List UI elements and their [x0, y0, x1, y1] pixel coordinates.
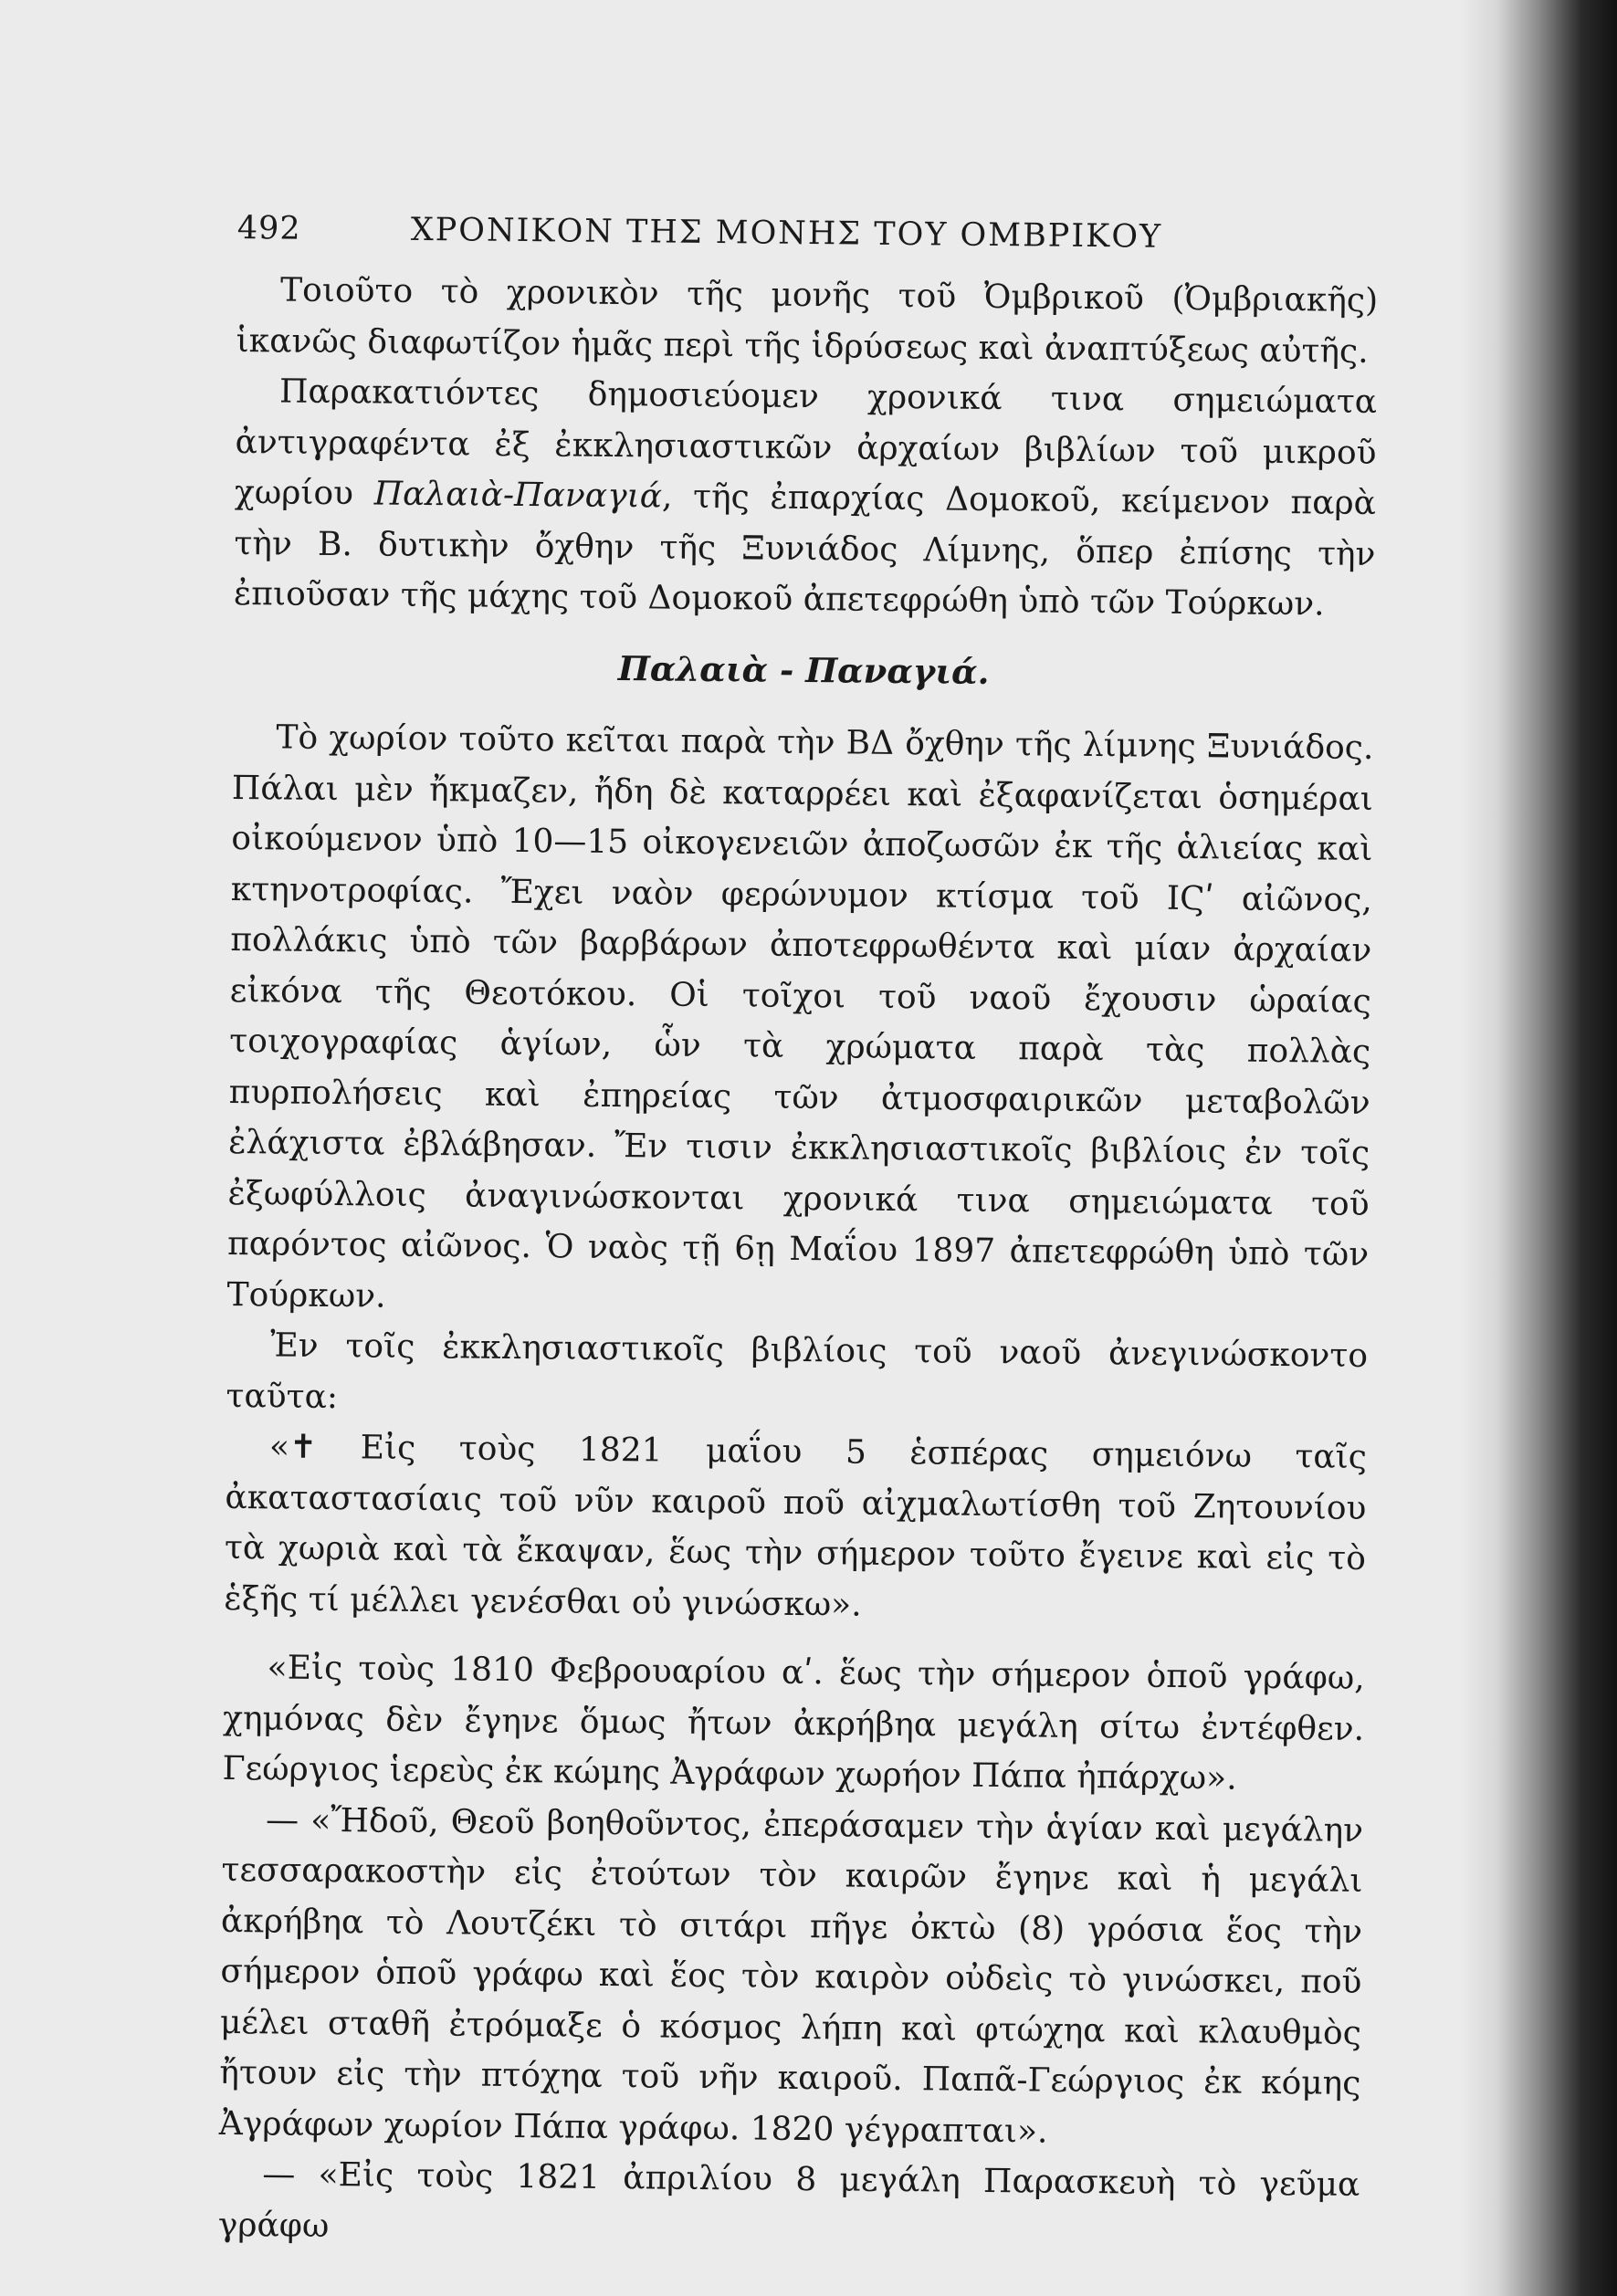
village-name-italic: Παλαιὰ-Παναγιά [373, 475, 663, 516]
intro-paragraph-2 [234, 366, 1378, 630]
page-number: 492 [236, 210, 301, 247]
running-head-title: ΧΡΟΝΙΚΟΝ ΤΗΣ ΜΟΝΗΣ ΤΟΥ ΟΜΒΡΙΚΟΥ [410, 211, 1163, 256]
quoted-note-4: — «Εἰς τοὺς 1821 ἀπριλίου 8 μεγάλη Παρασκευὴ τὸ γεῦμα γράφω [217, 2155, 1360, 2245]
intro-paragraph-2-end: , τῆς ἐπαρχίας Δομοκοῦ, κείμενον παρὰ τὴν Β. δυτικὴν ὄχθην τῆς Ξυνιάδος Λίμνης, ὅπερ ἐπίσης τὴν ἐπιοῦσαν τῆς μάχης τοῦ Δομοκοῦ ἀπετεφρώθη ὑπὸ τῶν Τούρκων. [233, 477, 1377, 624]
quoted-note-1: «✝ Εἰς τοὺς 1821 μαΐου 5 ἑσπέρας σημειόνω ταῖς ἀκαταστασίαις τοῦ νῦν καιροῦ ποῦ αἰχμαλωτίσθη τοῦ Ζητουνίου τὰ χωριὰ καὶ τὰ ἔκαψαν, ἕως τὴν σήμερον τοῦτο ἔγεινε καὶ εἰς τὸ ἑξῆς τί μέλλει γενέσθαι οὐ γινώσκω». [224, 1428, 1368, 1624]
book-page [218, 210, 1379, 2261]
section-heading: Παλαιὰ - Παναγιά. [617, 647, 990, 692]
body-paragraph-1: Τὸ χωρίον τοῦτο κεῖται παρὰ τὴν ΒΔ ὄχθην τῆς λίμνης Ξυνιάδος. Πάλαι μὲν ἤκμαζεν, ἤδη δὲ καταρρέει καὶ ἐξαφανίζεται ὁσημέραι οἰκούμενον ὑπὸ 10—15 οἰκογενειῶν ἀποζωσῶν ἐκ τῆς ἁλιείας καὶ κτηνοτροφίας. Ἔχει ναὸν φερώνυμον κτίσμα τοῦ ΙϚʹ αἰῶνος, πολλάκις ὑπὸ τῶν βαρβάρων ἀποτεφρωθέντα καὶ μίαν ἀρχαίαν εἰκόνα τῆς Θεοτόκου. Οἱ τοῖχοι τοῦ ναοῦ ἔχουσιν ὡραίας τοιχογραφίας ἁγίων, ὧν τὰ χρώματα παρὰ τὰς πολλὰς πυρπολήσεις καὶ ἐπηρείας τῶν ἀτμοσφαιρικῶν μεταβολῶν ἐλάχιστα ἐβλάβησαν. Ἔν τισιν ἐκκλησιαστικοῖς βιβλίοις ἐν τοῖς ἐξωφύλλοις ἀναγινώσκονται χρονικά τινα σημειώματα τοῦ παρόντος αἰῶνος. Ὁ ναὸς τῇ 6ῃ Μαΐου 1897 ἀπετεφρώθη ὑπὸ τῶν Τούρκων. [226, 718, 1374, 1316]
intro-paragraph-1: Τοιοῦτο τὸ χρονικὸν τῆς μονῆς τοῦ Ὀμβρικοῦ (Ὀμβριακῆς) ἱκανῶς διαφωτίζον ἡμᾶς περὶ τῆς ἱδρύσεως καὶ ἀναπτύξεως αὐτῆς. [236, 271, 1379, 371]
book-gutter-shadow [1497, 0, 1617, 2296]
body-paragraph-2: Ἐν τοῖς ἐκκλησιαστικοῖς βιβλίοις τοῦ ναοῦ ἀνεγινώσκοντο ταῦτα: [226, 1326, 1369, 1416]
quoted-note-2: «Εἰς τοὺς 1810 Φεβρουαρίου αʹ. ἕως τὴν σήμερον ὁποῦ γράφω, χημόνας δὲν ἔγηνε ὅμως ἤτων ἀκρήβηα μεγάλη σίτω ἐντέφθεν. Γεώργιος ἱερεὺς ἐκ κώμης Ἀγράφων χωρήον Πάπα ἠπάρχω». [222, 1649, 1365, 1798]
quoted-note-3: — «Ἤδοῦ, Θεοῦ βοηθοῦντος, ἐπεράσαμεν τὴν ἁγίαν καὶ μεγάλην τεσσαρακοστὴν εἰς ἐτούτων τὸν καιρῶν ἔγηνε καὶ ἡ μεγάλι ἀκρήβηα τὸ Λουτζέκι τὸ σιτάρι πῆγε ὀκτὼ (8) γρόσια ἕος τὴν σήμερον ὁποῦ γράφω καὶ ἕος τὸν καιρὸν οὐδεὶς τὸ γινώσκει, ποῦ μέλει σταθῆ ἐτρόμαξε ὁ κόσμος λήπη καὶ φτώχηα καὶ κλαυθμὸς ἤτουν εἰς τὴν πτόχηα τοῦ νῆν καιροῦ. Παπᾶ-Γεώργιος ἐκ κόμης Ἀγράφων χωρίον Πάπα γράφω. 1820 γέγραπται». [218, 1800, 1364, 2151]
intro-paragraph-2-start: Παρακατιόντες δημοσιεύομεν χρονικά τινα σημειώματα ἀντιγραφέντα ἐξ ἐκκλησιαστικῶν ἀρχαίων βιβλίων τοῦ μικροῦ χωρίου [234, 372, 1378, 513]
